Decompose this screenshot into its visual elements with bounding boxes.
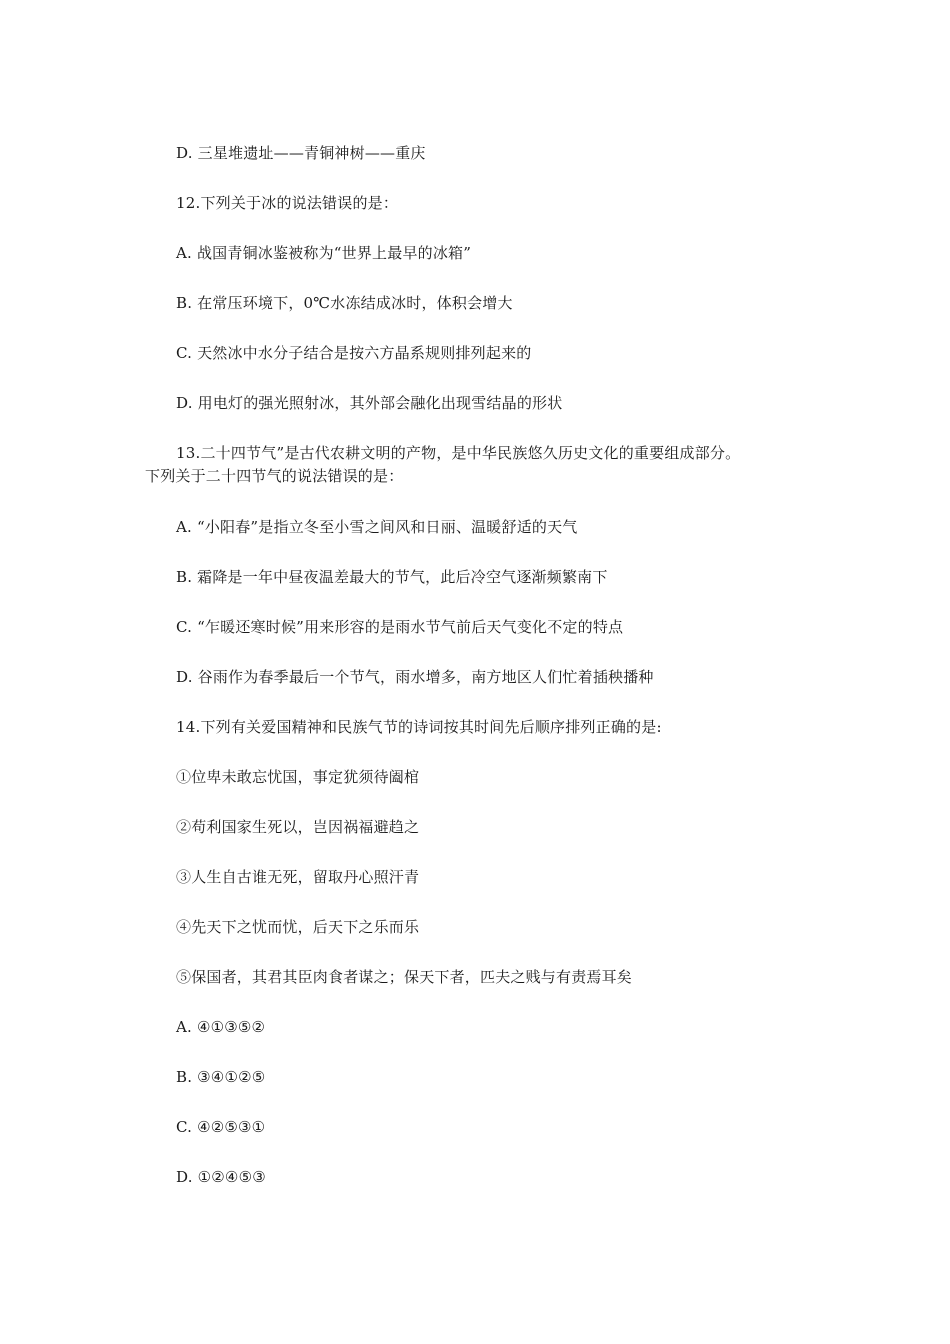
q14-item-3: ③人生自古谁无死，留取丹心照汗青	[176, 868, 420, 886]
q13-stem-line2: 下列关于二十四节气的说法错误的是：	[145, 467, 404, 485]
q14-item-5: ⑤保国者，其君其臣肉食者谋之；保天下者，匹夫之贱与有责焉耳矣	[176, 968, 633, 986]
q13-option-c: C. “乍暖还寒时候”用来形容的是雨水节气前后天气变化不定的特点	[176, 618, 624, 636]
q14-option-c: C. ④②⑤③①	[176, 1118, 266, 1136]
q12-option-b: B. 在常压环境下，0℃水冻结成冰时，体积会增大	[176, 294, 513, 312]
q12-stem: 12.下列关于冰的说法错误的是：	[176, 194, 399, 212]
q13-option-a: A. “小阳春”是指立冬至小雪之间风和日丽、温暖舒适的天气	[176, 518, 578, 536]
q13-stem-line1: 13.二十四节气”是古代农耕文明的产物，是中华民族悠久历史文化的重要组成部分。	[176, 444, 741, 462]
q13-option-d: D. 谷雨作为春季最后一个节气，雨水增多，南方地区人们忙着插秧播种	[176, 668, 654, 686]
q13-option-b: B. 霜降是一年中昼夜温差最大的节气，此后冷空气逐渐频繁南下	[176, 568, 608, 586]
q14-item-4: ④先天下之忧而忧，后天下之乐而乐	[176, 918, 420, 936]
q14-item-2: ②苟利国家生死以，岂因祸福避趋之	[176, 818, 420, 836]
q11-option-d: D. 三星堆遗址——青铜神树——重庆	[176, 144, 426, 162]
q12-option-d: D. 用电灯的强光照射冰，其外部会融化出现雪结晶的形状	[176, 394, 563, 412]
q12-option-a: A. 战国青铜冰鉴被称为“世界上最早的冰箱”	[176, 244, 472, 262]
q12-option-c: C. 天然冰中水分子结合是按六方晶系规则排列起来的	[176, 344, 532, 362]
q14-option-b: B. ③④①②⑤	[176, 1068, 266, 1086]
q14-option-a: A. ④①③⑤②	[176, 1018, 266, 1036]
q14-item-1: ①位卑未敢忘忧国，事定犹须待阖棺	[176, 768, 420, 786]
q14-stem: 14.下列有关爱国精神和民族气节的诗词按其时间先后顺序排列正确的是:	[176, 718, 662, 736]
q14-option-d: D. ①②④⑤③	[176, 1168, 266, 1186]
